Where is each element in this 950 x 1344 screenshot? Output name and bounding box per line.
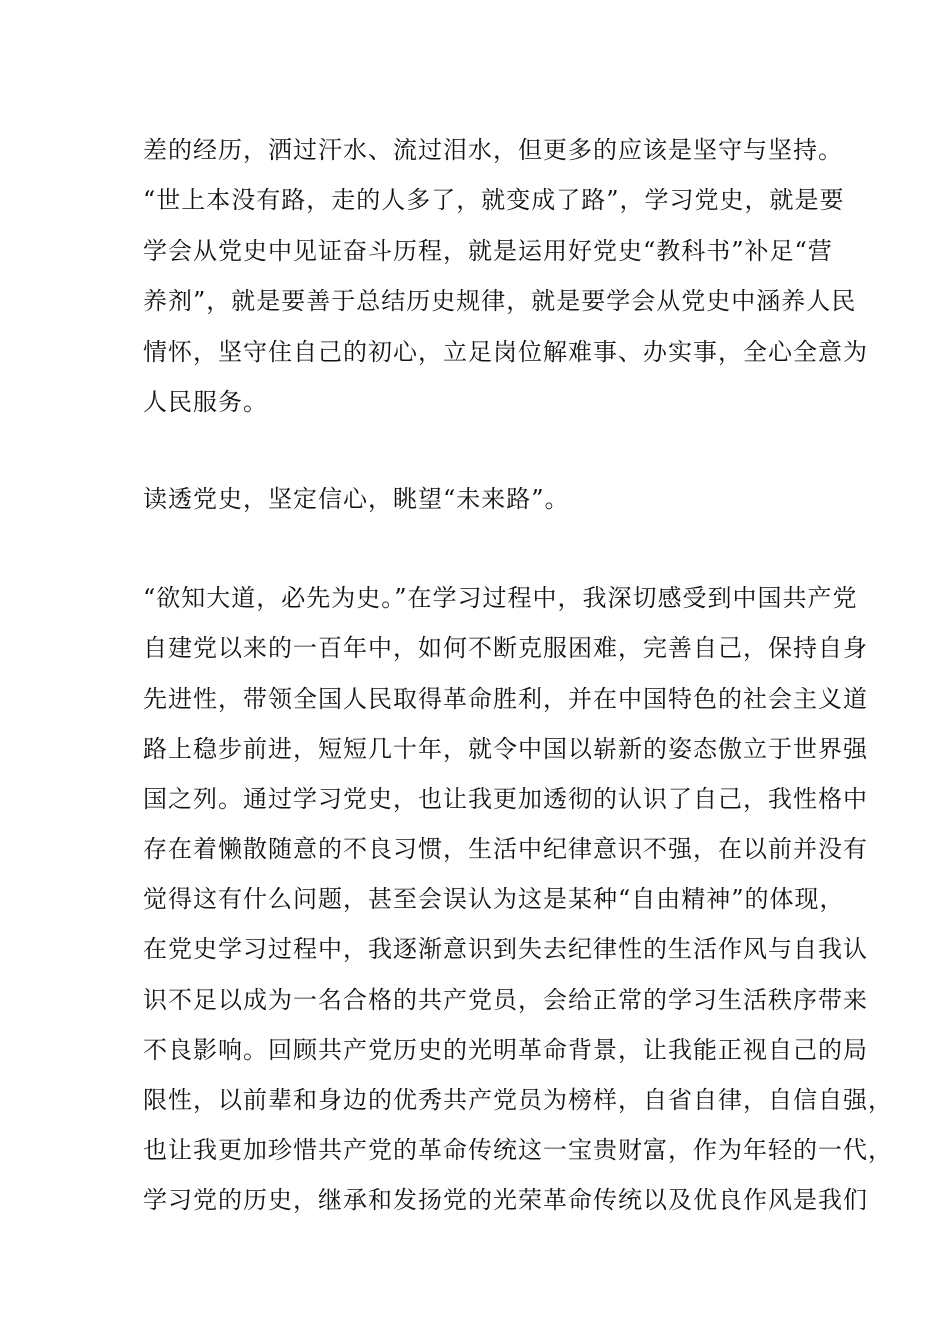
text-line: “欲知大道，必先为史。”在学习过程中，我深切感受到中国共产党 bbox=[143, 584, 858, 612]
text-line: 差的经历，洒过汗水、流过泪水，但更多的应该是坚守与坚持。 bbox=[143, 136, 843, 164]
text-line: 自建党以来的一百年中，如何不断克服困难，完善自己，保持自身 bbox=[143, 634, 868, 662]
text-line: 学会从党史中见证奋斗历程，就是运用好党史“教科书”补足“营 bbox=[143, 237, 833, 265]
text-line: 识不足以成为一名合格的共产党员，会给正常的学习生活秩序带来 bbox=[143, 986, 868, 1014]
text-line: 先进性，带领全国人民取得革命胜利，并在中国特色的社会主义道 bbox=[143, 685, 868, 713]
text-line: 路上稳步前进，短短几十年，就令中国以崭新的姿态傲立于世界强 bbox=[143, 735, 868, 763]
text-line: “世上本没有路，走的人多了，就变成了路”，学习党史，就是要 bbox=[143, 186, 845, 214]
text-line: 学习党的历史，继承和发扬党的光荣革命传统以及优良作风是我们 bbox=[143, 1186, 868, 1214]
text-line: 觉得这有什么问题，甚至会误认为这是某种“自由精神”的体现， bbox=[143, 885, 845, 913]
section-heading: 读透党史，坚定信心，眺望“未来路”。 bbox=[143, 485, 570, 513]
text-line: 情怀，坚守住自己的初心，立足岗位解难事、办实事，全心全意为 bbox=[143, 338, 868, 366]
text-line: 养剂”，就是要善于总结历史规律，就是要学会从党史中涵养人民 bbox=[143, 287, 857, 315]
text-line: 国之列。通过学习党史，也让我更加透彻的认识了自己，我性格中 bbox=[143, 785, 868, 813]
text-line: 限性，以前辈和身边的优秀共产党员为榜样，自省自律，自信自强， bbox=[143, 1086, 893, 1114]
text-line: 在党史学习过程中，我逐渐意识到失去纪律性的生活作风与自我认 bbox=[143, 935, 868, 963]
text-line: 人民服务。 bbox=[143, 388, 268, 416]
text-line: 存在着懒散随意的不良习惯，生活中纪律意识不强，在以前并没有 bbox=[143, 835, 868, 863]
text-line: 也让我更加珍惜共产党的革命传统这一宝贵财富，作为年轻的一代， bbox=[143, 1136, 893, 1164]
text-line: 不良影响。回顾共产党历史的光明革命背景，让我能正视自己的局 bbox=[143, 1036, 868, 1064]
